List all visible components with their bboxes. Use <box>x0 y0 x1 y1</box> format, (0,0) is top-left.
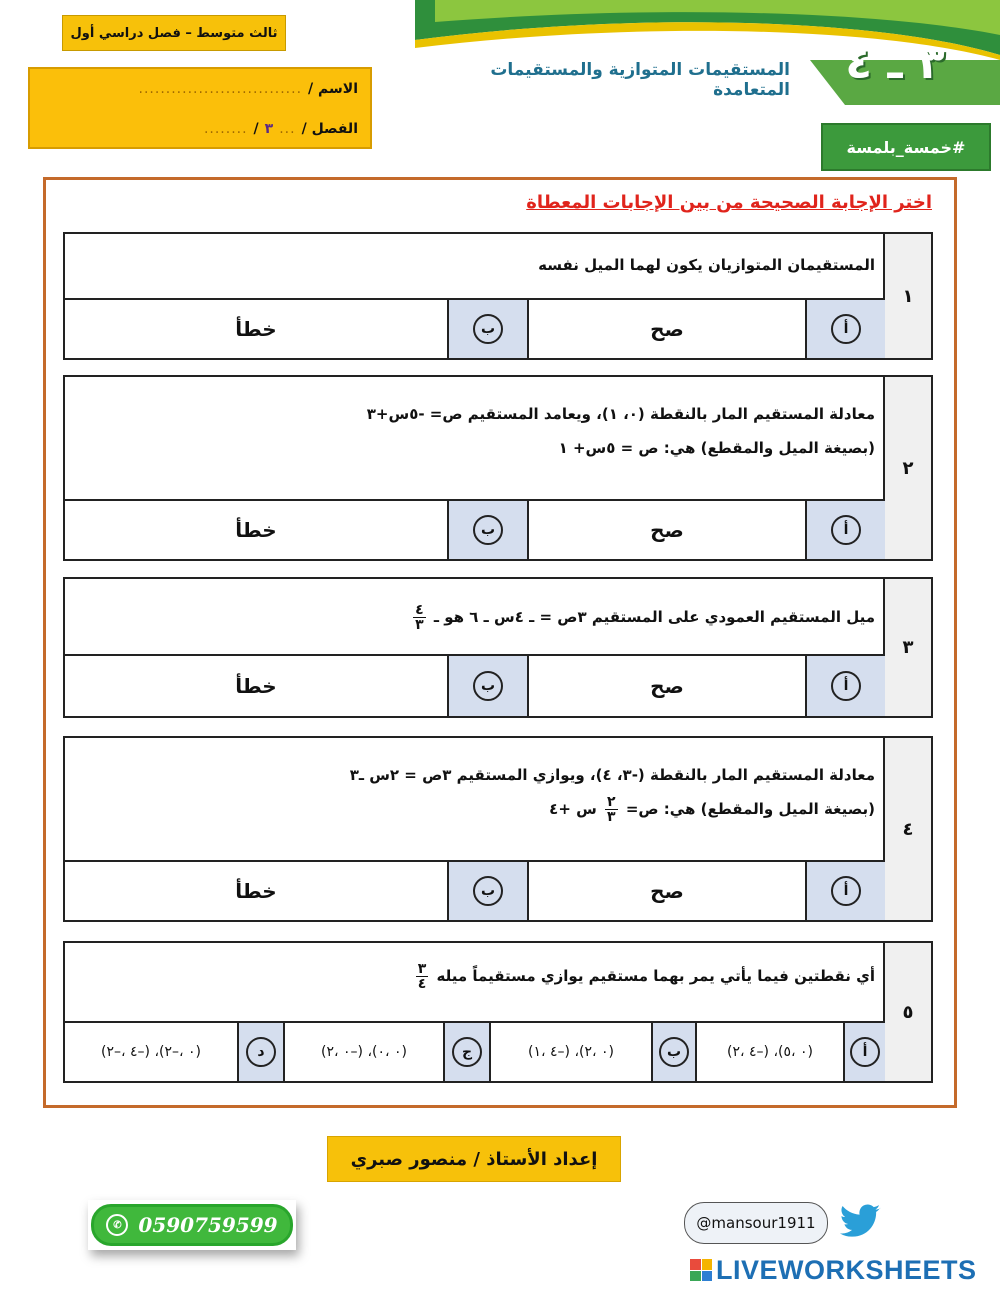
option-a-cell[interactable] <box>805 501 885 559</box>
option-a-letter: أ <box>831 314 861 344</box>
option-d-letter: د <box>246 1037 276 1067</box>
option-b-letter: ب <box>473 671 503 701</box>
true-option[interactable]: صح <box>527 300 805 358</box>
option-b-letter: ب <box>659 1037 689 1067</box>
fraction <box>416 962 429 991</box>
answer-row <box>65 1021 885 1081</box>
question-4 <box>63 736 933 922</box>
lesson-title: المستقيمات المتوازية والمستقيمات المتعامدة <box>490 60 790 100</box>
option-a-cell[interactable] <box>805 300 885 358</box>
question-text <box>73 738 875 826</box>
liveworksheets-brand <box>690 1254 990 1286</box>
question-5 <box>63 941 933 1083</box>
option-a-letter: أ <box>831 515 861 545</box>
fraction-denominator: ٣ <box>607 809 616 825</box>
question-text <box>73 579 875 632</box>
question-number: ٥ <box>883 943 931 1081</box>
question-1 <box>63 232 933 360</box>
twitter-bird-icon <box>838 1200 882 1244</box>
option-b-cell[interactable] <box>447 300 527 358</box>
fraction-numerator: ٢ <box>607 794 616 810</box>
answer-row <box>65 654 885 716</box>
question-text <box>73 377 875 465</box>
answer-row <box>65 298 885 358</box>
option-a-letter: أ <box>831 671 861 701</box>
fraction-denominator: ٤ <box>417 976 427 992</box>
question-text <box>73 943 875 991</box>
fraction <box>413 603 426 632</box>
option-b-letter: ب <box>473 876 503 906</box>
option-b-cell[interactable] <box>447 501 527 559</box>
phone-pill <box>91 1204 293 1246</box>
option-b-letter: ب <box>473 314 503 344</box>
class-label: الفصل / <box>301 121 358 137</box>
fraction-denominator: ٣ <box>415 617 424 633</box>
question-number: ١ <box>883 234 931 358</box>
false-option[interactable]: خطأ <box>235 879 277 903</box>
question-line-2-end: س +٤ <box>549 800 597 818</box>
fraction-numerator: ٤ <box>415 602 424 618</box>
option-b-letter: ب <box>473 515 503 545</box>
fraction-numerator: ٣ <box>417 961 427 977</box>
answer-row <box>65 860 885 920</box>
question-line-2-start: (بصيغة الميل والمقطع) هي: ص= <box>625 800 875 818</box>
question-number: ٤ <box>883 738 931 920</box>
option-a-cell[interactable] <box>843 1023 885 1081</box>
option-a-text[interactable]: (٠ ،٥)، (–٤ ،٢) <box>695 1023 843 1081</box>
question-number: ٢ <box>883 377 931 559</box>
fraction <box>605 795 618 824</box>
true-option[interactable]: صح <box>527 862 805 920</box>
option-b-cell[interactable] <box>651 1023 695 1081</box>
true-option[interactable]: صح <box>527 501 805 559</box>
answer-row <box>65 499 885 559</box>
question-2 <box>63 375 933 561</box>
option-b-cell[interactable] <box>447 862 527 920</box>
question-text-main: أي نقطتين فيما يأتي يمر بهما مستقيم يوازي مستقيماً ميله <box>436 967 875 985</box>
grade-badge: ثالث متوسط – فصل دراسي أول <box>62 15 286 51</box>
class-field[interactable]: ........ <box>203 121 248 137</box>
hashtag-badge: #خمسة_بلمسة <box>821 123 991 171</box>
student-info-box <box>28 67 372 149</box>
phone-number: 0590759599 <box>138 1213 278 1237</box>
option-a-cell[interactable] <box>805 656 885 716</box>
question-line-2: (بصيغة الميل والمقطع) هي: ص = ٥س+ ١ <box>558 439 875 457</box>
question-line-1: معادلة المستقيم المار بالنقطة (٠، ١)، ويعامد المستقيم ص= -٥س+٣ <box>366 405 875 423</box>
option-d-text[interactable]: (٠ ،–٢)، (–٤ ،–٢) <box>101 1044 201 1060</box>
name-label: الاسم / <box>308 81 358 97</box>
question-text: المستقيمان المتوازيان يكون لهما الميل نفسه <box>538 256 875 274</box>
author-credit: إعداد الأستاذ / منصور صبري <box>327 1136 621 1182</box>
true-option[interactable]: صح <box>527 656 805 716</box>
class-line <box>204 121 358 137</box>
class-number: ٣ <box>264 121 274 137</box>
phone-card <box>88 1200 296 1250</box>
liveworksheets-logo-icon <box>690 1259 712 1281</box>
liveworksheets-text: LIVEWORKSHEETS <box>716 1254 977 1285</box>
class-separator: / <box>253 121 259 137</box>
option-c-letter: ج <box>452 1037 482 1067</box>
name-field[interactable]: .............................. <box>138 81 303 97</box>
question-line-2 <box>73 792 875 826</box>
option-c-cell[interactable] <box>443 1023 489 1081</box>
option-c-text[interactable]: (٠ ،٠)، (–٠ ،٢) <box>283 1023 443 1081</box>
option-d-cell[interactable] <box>237 1023 283 1081</box>
false-option[interactable]: خطأ <box>235 674 277 698</box>
false-option[interactable]: خطأ <box>235 317 277 341</box>
option-b-cell[interactable] <box>447 656 527 716</box>
option-b-text[interactable]: (٠ ،٢)، (–٤ ،١) <box>489 1023 651 1081</box>
false-option[interactable]: خطأ <box>235 518 277 542</box>
class-dots-before: ... <box>279 121 296 137</box>
lesson-number: ٣ ـ ٤ <box>845 38 945 89</box>
option-a-letter: أ <box>850 1037 880 1067</box>
whatsapp-icon: ✆ <box>106 1214 128 1236</box>
name-line <box>139 81 358 97</box>
question-line-1: معادلة المستقيم المار بالنقطة (-٣، ٤)، ويوازي المستقيم ٣ص = ٢س ـ٣ <box>349 766 875 784</box>
instruction: اختر الإجابة الصحيحة من بين الإجابات المعطاة <box>526 192 932 213</box>
option-a-letter: أ <box>831 876 861 906</box>
option-a-cell[interactable] <box>805 862 885 920</box>
question-number: ٣ <box>883 579 931 716</box>
question-text-main: ميل المستقيم العمودي على المستقيم ٣ص = ـ ٤س ـ ٦ هو ـ <box>433 608 875 626</box>
twitter-handle: @mansour1911 <box>684 1202 828 1244</box>
question-3 <box>63 577 933 718</box>
